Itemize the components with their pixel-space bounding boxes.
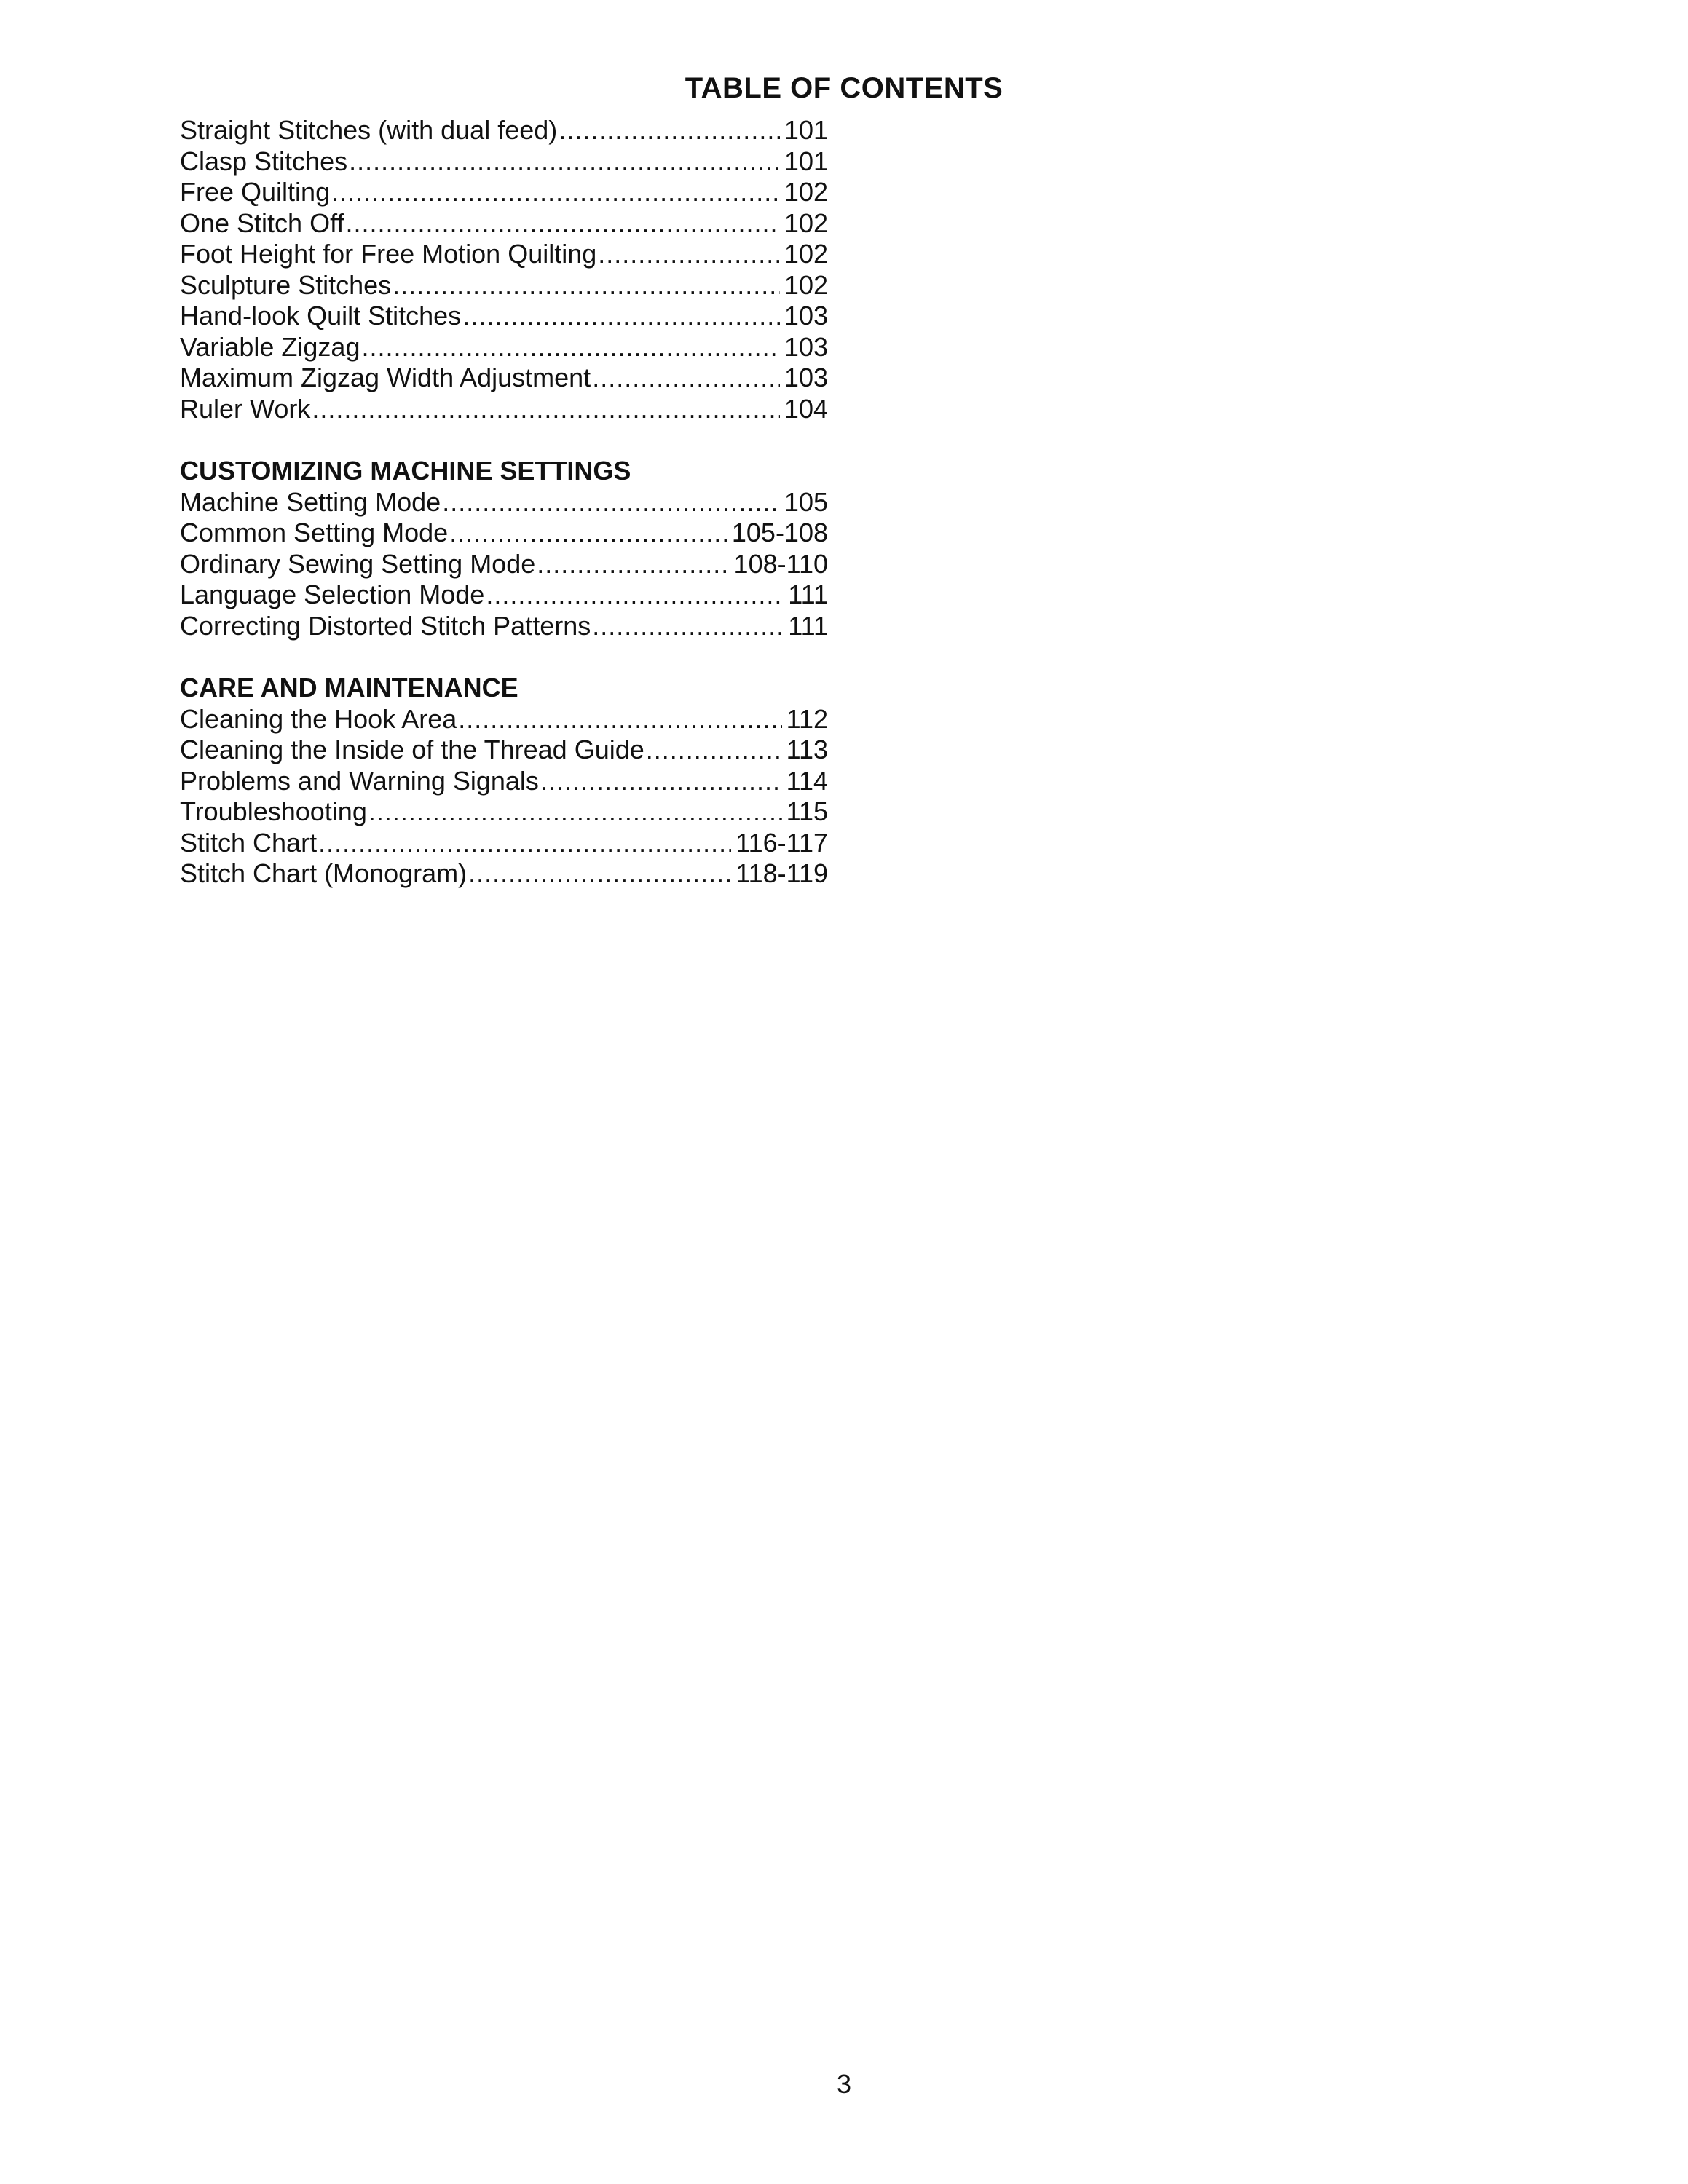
- toc-entry[interactable]: [180, 549, 828, 580]
- toc-entry-page: 101: [784, 146, 828, 176]
- toc-entry-page: 118-119: [735, 858, 828, 888]
- dot-leader: [537, 549, 729, 580]
- dot-leader: [331, 177, 780, 208]
- toc-entry-label: Language Selection Mode: [180, 579, 485, 609]
- section-heading: CARE AND MAINTENANCE: [180, 673, 518, 703]
- toc-entry[interactable]: [180, 239, 828, 270]
- toc-entry-page: 114: [786, 765, 828, 796]
- toc-entry-page: 115: [786, 796, 828, 826]
- toc-entry-page: 111: [788, 579, 828, 609]
- toc-entry-label: Clasp Stitches: [180, 146, 348, 176]
- dot-leader: [318, 828, 731, 859]
- toc-entry-page: 113: [786, 735, 828, 764]
- toc-entry[interactable]: [180, 394, 828, 425]
- dot-leader: [592, 611, 784, 642]
- toc-section-customizing: [180, 456, 828, 641]
- toc-entry[interactable]: [180, 332, 828, 363]
- toc-entry[interactable]: [180, 704, 828, 735]
- toc-entry-label: Ordinary Sewing Setting Mode: [180, 548, 536, 579]
- toc-entry-label: Maximum Zigzag Width Adjustment: [180, 363, 591, 392]
- dot-leader: [349, 146, 780, 178]
- toc-section-care: [180, 673, 828, 890]
- toc-entry-page: 105: [784, 486, 828, 517]
- toc-entry-label: Free Quilting: [180, 177, 331, 207]
- toc-entry-page: 116-117: [735, 827, 828, 858]
- dot-leader: [462, 301, 780, 332]
- toc-entry[interactable]: [180, 518, 828, 549]
- toc-entry[interactable]: [180, 735, 828, 766]
- toc-entry-label: Common Setting Mode: [180, 518, 449, 547]
- toc-entry-page: 102: [784, 207, 828, 238]
- toc-entry-page: 103: [784, 363, 828, 392]
- toc-entry[interactable]: [180, 579, 828, 611]
- toc-entry-label: Sculpture Stitches: [180, 269, 392, 300]
- toc-list: [180, 115, 828, 890]
- toc-entry-label: Machine Setting Mode: [180, 486, 441, 517]
- toc-entry-page: 111: [788, 610, 828, 641]
- toc-entry[interactable]: [180, 208, 828, 240]
- toc-entry-label: Ruler Work: [180, 393, 311, 424]
- toc-entry-page: 103: [784, 301, 828, 331]
- toc-entry-page: 104: [784, 393, 828, 424]
- toc-entry-label: Foot Height for Free Motion Quilting: [180, 239, 597, 269]
- toc-entry[interactable]: [180, 363, 828, 394]
- dot-leader: [559, 115, 780, 146]
- page-number: 3: [836, 2069, 852, 2099]
- toc-entry-label: Straight Stitches (with dual feed): [180, 115, 558, 145]
- toc-entry[interactable]: [180, 611, 828, 642]
- toc-entry[interactable]: [180, 766, 828, 797]
- dot-leader: [468, 858, 731, 890]
- toc-entry-page: 112: [786, 703, 828, 734]
- toc-entry-label: Cleaning the Inside of the Thread Guide: [180, 735, 644, 764]
- toc-entry-label: One Stitch Off: [180, 207, 344, 238]
- dot-leader: [368, 796, 782, 828]
- toc-entry-page: 105-108: [731, 518, 828, 547]
- toc-entry-page: 102: [784, 269, 828, 300]
- dot-leader: [449, 518, 727, 549]
- toc-entry[interactable]: [180, 146, 828, 178]
- toc-section-stitches: [180, 115, 828, 424]
- dot-leader: [442, 487, 780, 518]
- section-heading: CUSTOMIZING MACHINE SETTINGS: [180, 456, 631, 486]
- dot-leader: [646, 735, 782, 766]
- toc-entry-label: Problems and Warning Signals: [180, 765, 539, 796]
- toc-entry-page: 103: [784, 331, 828, 362]
- toc-entry[interactable]: [180, 270, 828, 301]
- toc-entry[interactable]: [180, 177, 828, 208]
- toc-entry-page: 101: [784, 115, 828, 145]
- dot-leader: [361, 332, 779, 363]
- toc-entry[interactable]: [180, 828, 828, 859]
- dot-leader: [312, 394, 780, 425]
- toc-entry[interactable]: [180, 858, 828, 890]
- toc-entry[interactable]: [180, 301, 828, 332]
- toc-entry-label: Troubleshooting: [180, 796, 367, 826]
- toc-entry[interactable]: [180, 796, 828, 828]
- toc-entry-page: 108-110: [733, 548, 828, 579]
- toc-entry-page: 102: [784, 239, 828, 269]
- dot-leader: [393, 270, 780, 301]
- dot-leader: [540, 766, 782, 797]
- dot-leader: [598, 239, 780, 270]
- toc-entry-label: Stitch Chart: [180, 827, 318, 858]
- dot-leader: [458, 704, 781, 735]
- dot-leader: [592, 363, 780, 394]
- page-title: TABLE OF CONTENTS: [685, 72, 1003, 104]
- toc-entry-label: Cleaning the Hook Area: [180, 703, 457, 734]
- toc-entry-label: Stitch Chart (Monogram): [180, 858, 468, 888]
- toc-entry-label: Correcting Distorted Stitch Patterns: [180, 610, 591, 641]
- dot-leader: [345, 208, 779, 240]
- toc-entry-label: Variable Zigzag: [180, 331, 360, 362]
- toc-entry-page: 102: [784, 177, 828, 207]
- toc-entry[interactable]: [180, 487, 828, 518]
- dot-leader: [486, 579, 784, 611]
- toc-entry[interactable]: [180, 115, 828, 146]
- toc-entry-label: Hand-look Quilt Stitches: [180, 301, 462, 331]
